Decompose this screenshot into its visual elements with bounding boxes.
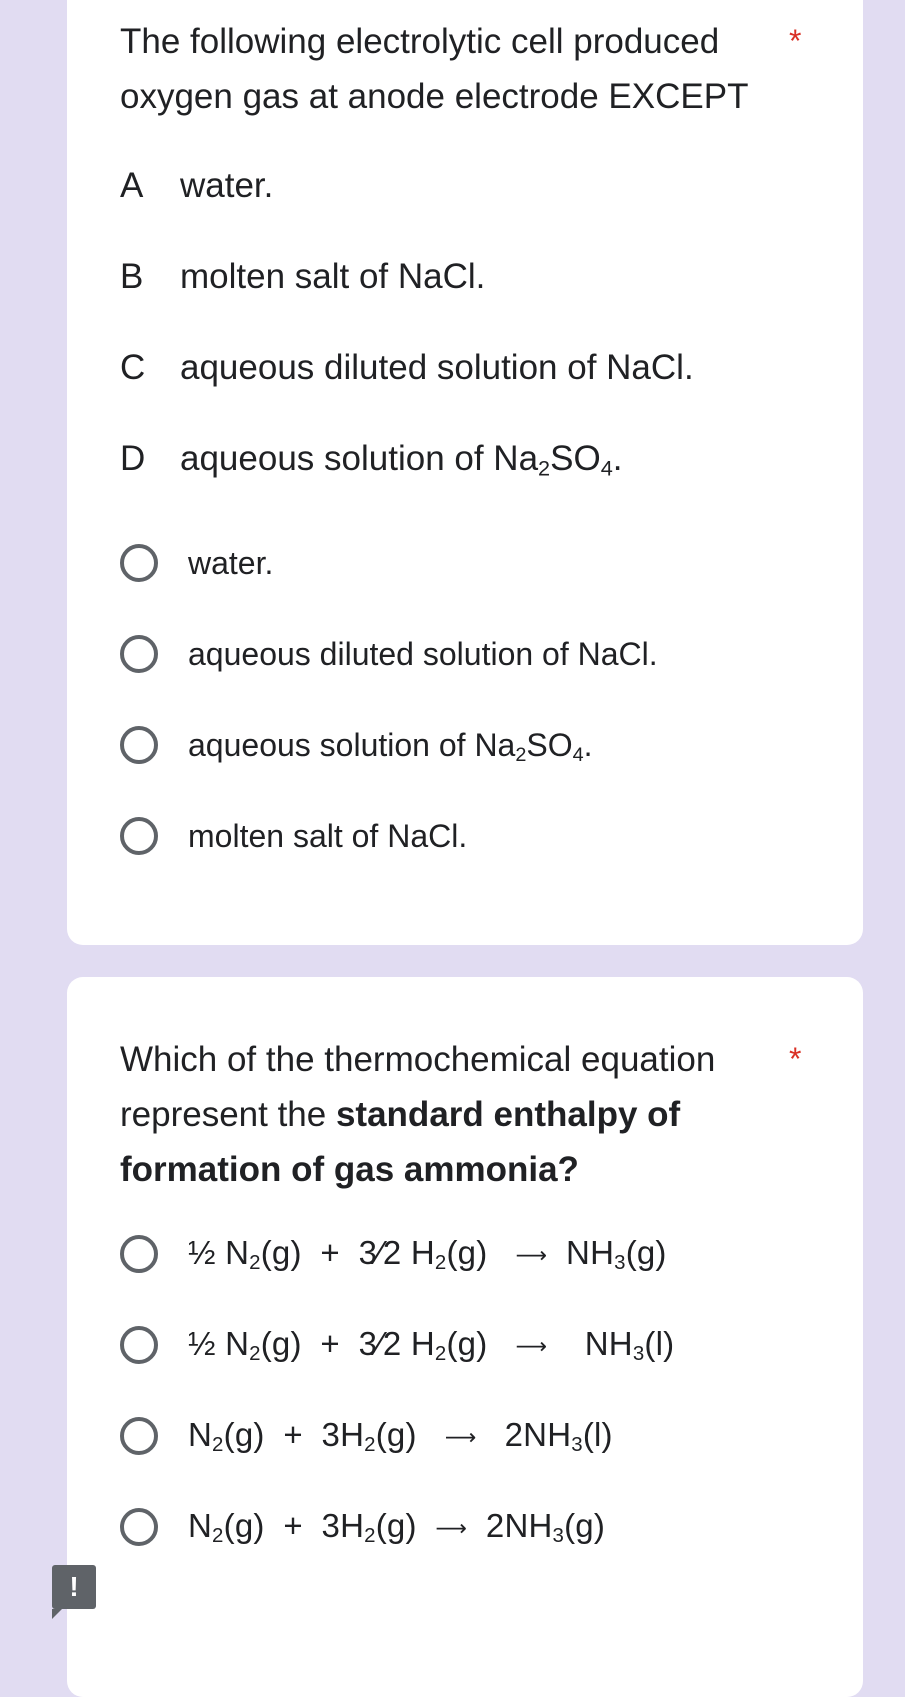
- choice-aqueous-diluted-nacl[interactable]: [120, 631, 658, 677]
- question-card-2: [67, 977, 863, 1697]
- choice-label: ½ $N_2(g)$ + 3⁄2 $H_2(g)$ ⟶ $NH_3(g)$: [188, 1233, 667, 1274]
- stem-option-letter: D: [120, 439, 146, 478]
- choice-aqueous-na2so4[interactable]: [120, 722, 593, 768]
- choice-equation-3[interactable]: [120, 1413, 613, 1459]
- question-2-title: Which of the thermochemical equation represent the standard enthalpy of formation of gas ammonia?: [120, 1040, 716, 1189]
- radio-button[interactable]: [120, 817, 158, 855]
- choice-label: $N_2(g) + 3H_2(g)$ ⟶ $2NH_3(l)$: [188, 1415, 613, 1456]
- question-1-title: The following electrolytic cell produced oxygen gas at anode electrode EXCEPT: [120, 22, 749, 116]
- choice-equation-2[interactable]: [120, 1322, 674, 1368]
- radio-button[interactable]: [120, 544, 158, 582]
- stem-option-b: [120, 257, 485, 297]
- stem-option-text: aqueous diluted solution of NaCl.: [180, 348, 694, 387]
- required-asterisk: *: [789, 23, 802, 59]
- stem-option-text: aqueous solution of $Na_2SO_4$.: [180, 439, 623, 481]
- choice-equation-4[interactable]: [120, 1504, 605, 1550]
- stem-option-c: [120, 348, 694, 388]
- choice-label: aqueous solution of $Na_2SO_4$.: [188, 727, 593, 766]
- stem-option-d: [120, 439, 622, 479]
- radio-button[interactable]: [120, 1326, 158, 1364]
- stem-option-a: [120, 166, 273, 206]
- stem-option-letter: C: [120, 348, 146, 387]
- stem-option-letter: A: [120, 166, 144, 205]
- reaction-arrow-icon: ⟶: [515, 1333, 548, 1359]
- required-asterisk: *: [789, 1041, 802, 1077]
- stem-option-text: water.: [180, 166, 274, 205]
- reaction-arrow-icon: ⟶: [435, 1515, 468, 1541]
- stem-option-text: molten salt of NaCl.: [180, 257, 486, 296]
- choice-label: ½ $N_2(g)$ + 3⁄2 $H_2(g)$ ⟶ $NH_3(l)$: [188, 1324, 675, 1365]
- choice-water[interactable]: [120, 540, 273, 586]
- choice-molten-nacl[interactable]: [120, 813, 467, 859]
- choice-label: molten salt of NaCl.: [188, 818, 468, 854]
- reaction-arrow-icon: ⟶: [515, 1242, 548, 1268]
- choice-label: aqueous diluted solution of NaCl.: [188, 636, 658, 672]
- radio-button[interactable]: [120, 726, 158, 764]
- radio-button[interactable]: [120, 635, 158, 673]
- choice-equation-1[interactable]: [120, 1231, 667, 1277]
- question-card-1: [67, 0, 863, 945]
- report-problem-icon[interactable]: !: [52, 1565, 96, 1609]
- reaction-arrow-icon: ⟶: [444, 1424, 477, 1450]
- choice-label: $N_2(g) + 3H_2(g)$ ⟶ $2NH_3(g)$: [188, 1506, 606, 1547]
- radio-button[interactable]: [120, 1417, 158, 1455]
- stem-option-letter: B: [120, 257, 144, 296]
- radio-button[interactable]: [120, 1508, 158, 1546]
- radio-button[interactable]: [120, 1235, 158, 1273]
- choice-label: water.: [188, 545, 274, 581]
